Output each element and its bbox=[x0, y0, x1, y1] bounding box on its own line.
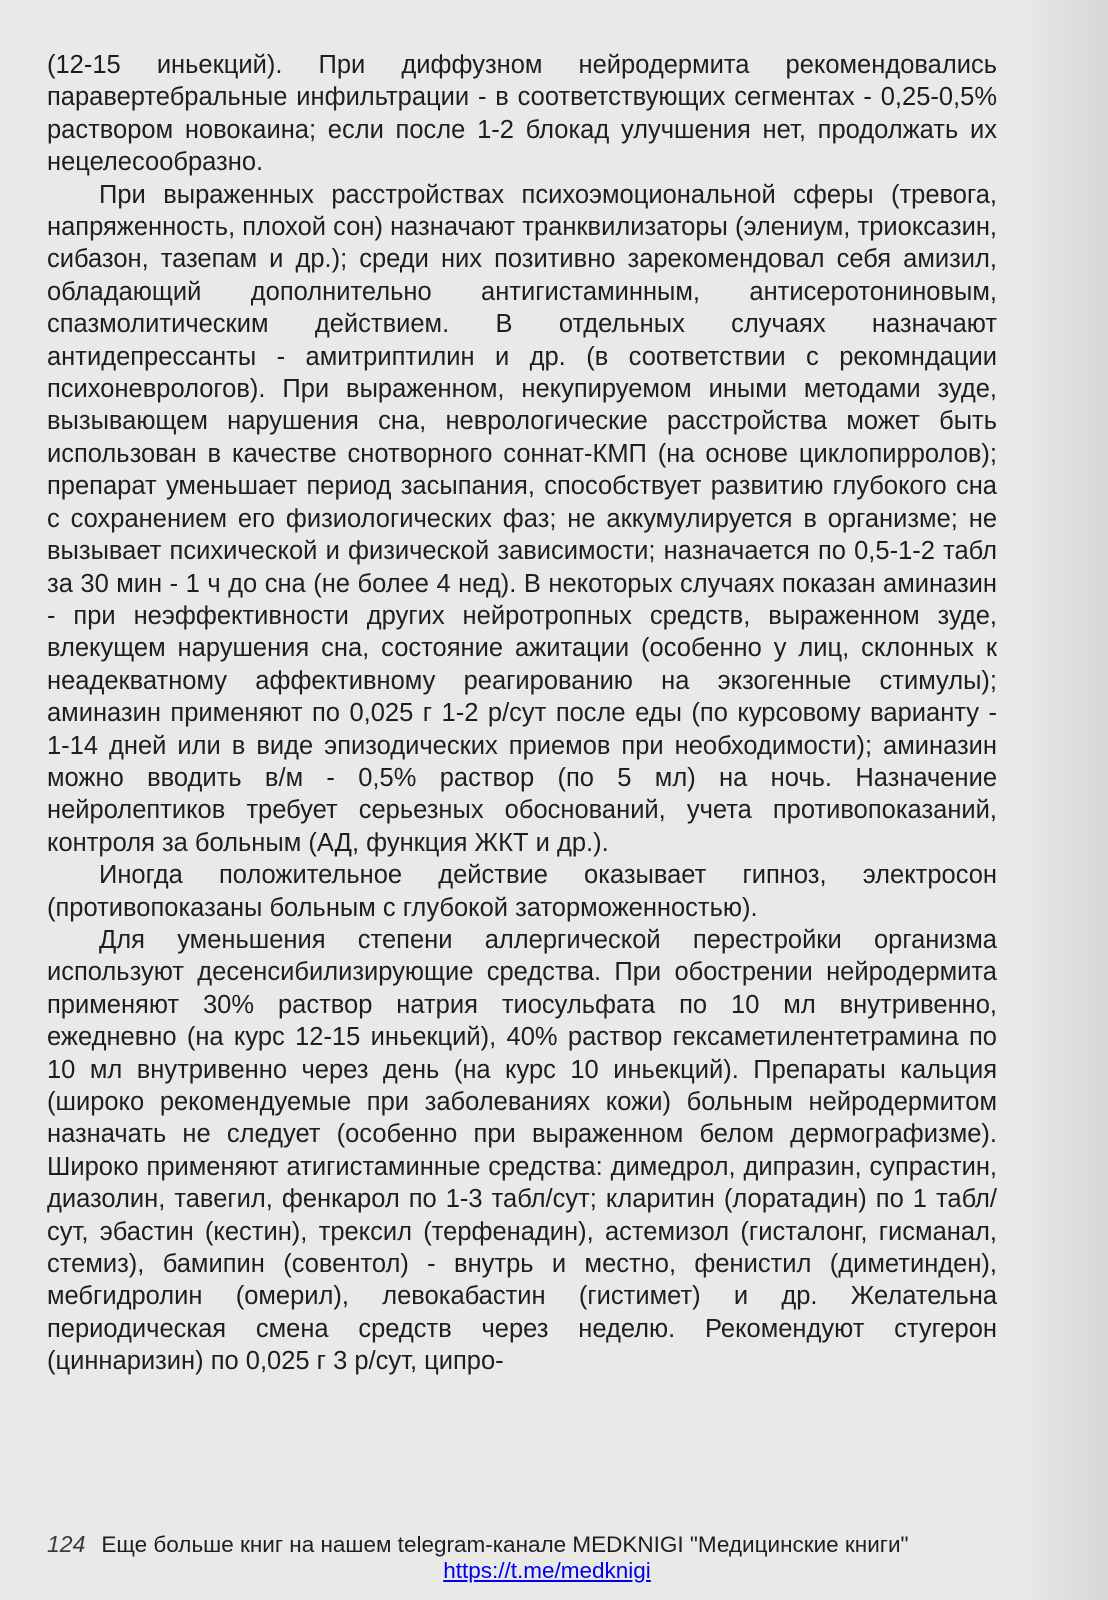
paragraph-hypnosis: Иногда положительное действие оказывает гипноз, электросон (противопоказаны больным с глубокой заторможенностью). bbox=[47, 861, 997, 922]
page-edge-shadow bbox=[1018, 0, 1108, 1600]
paragraph-novocaine-blockade: (12-15 иньекций). При диффузном нейродермита рекомендовались паравертебральные инфильтрации - в соответствующих сегментах - 0,25-0,5% раствором новокаина; если после 1-2 блокад улучшения нет, продолжать их нецелесообразно. bbox=[47, 51, 997, 177]
page-footer bbox=[47, 1531, 1047, 1584]
paragraph-psychotropic-therapy: При выраженных расстройствах психоэмоциональной сферы (тревога, напряженность, плохой сон) назначают транквилизаторы (элениум, триоксазин, сибазон, тазепам и др.); среди них позитивно зарекомендовал себя амизил, обладающий дополнительно антигистаминным, антисеротониновым, спазмолитическим действием. В отдельных случаях назначают антидепрессанты - амитриптилин и др. (в соответствии с рекомндации психоневрологов). При выраженном, некупируемом иными методами зуде, вызывающем нарушения сна, неврологические расстройства может быть использован в качестве снотворного соннат-КМП (на основе циклопирролов); препарат уменьшает период засыпания, способствует развитию глубокого сна с сохранением его физиологических фаз; не аккумулируется в организме; не вызывает психической и физической зависимости; назначается по 0,5-1-2 табл за 30 мин - 1 ч до сна (не более 4 нед). В некоторых случаях показан аминазин - при неэффективности других нейротропных средств, выраженном зуде, влекущем нарушения сна, состояние ажитации (особенно у лиц, склонных к неадекватному аффективному реагированию на экзогенные стимулы); аминазин применяют по 0,025 г 1-2 р/сут после еды (по курсовому варианту - 1-14 дней или в виде эпизодических приемов при необходимости); аминазин можно вводить в/м - 0,5% раствор (по 5 мл) на ночь. Назначение нейролептиков требует серьезных обоснований, учета противопоказаний, контроля за больным (АД, функция ЖКТ и др.). bbox=[47, 180, 997, 857]
paragraph-desensitizing-agents: Для уменьшения степени аллергической перестройки организма используют десенсибилизирующие средства. При обострении нейродермита применяют 30% раствор натрия тиосульфата по 10 мл внутривенно, ежедневно (на курс 12-15 иньекций), 40% раствор гексаметилентетрамина по 10 мл внутривенно через день (на курс 10 иньекций). Препараты кальция (широко рекомендуемые при заболеваниях кожи) больным нейродермитом назначать не следует (особенно при выраженном белом дермографизме). Широко применяют атигистаминные средства: димедрол, дипразин, супрастин, диазолин, тавегил, фенкарол по 1-3 табл/сут; кларитин (лоратадин) по 1 табл/сут, эбастин (кестин), трексил (терфенадин), астемизол (гисталонг, гисманал, стемиз), бамипин (совентол) - внутрь и местно, фенистил (диметинден), мебгидролин (омерил), левокабастин (гистимет) и др. Желательна периодическая смена средств через неделю. Рекомендуют стугерон (циннаризин) по 0,025 г 3 р/сут, ципро- bbox=[47, 925, 997, 1376]
telegram-link[interactable]: https://t.me/medknigi bbox=[443, 1558, 651, 1583]
page-number: 124 bbox=[47, 1531, 86, 1557]
footer-promo-text: Еще больше книг на нашем telegram-канале MEDKNIGI "Медицинские книги" bbox=[101, 1532, 909, 1557]
body-text bbox=[47, 49, 997, 1378]
